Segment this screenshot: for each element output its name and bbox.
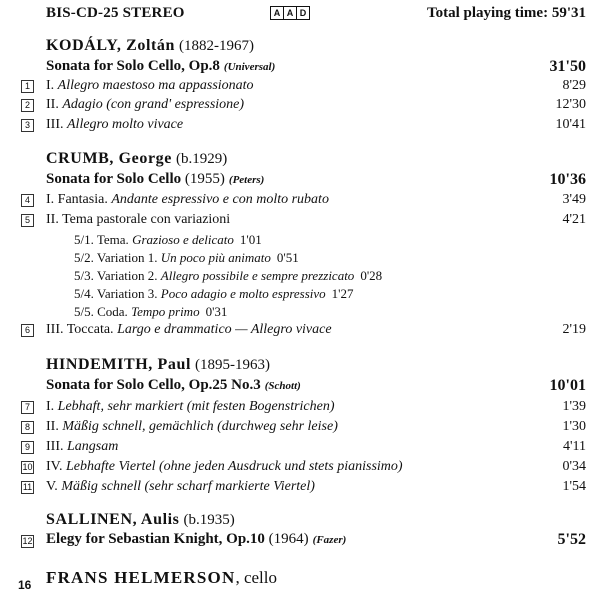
- track-number-box: 4: [21, 194, 34, 207]
- movement-line: [46, 97, 244, 113]
- movement-line: [46, 439, 118, 455]
- movement-line: [46, 212, 230, 228]
- movement-numeral: II.: [46, 97, 59, 112]
- tempo-marking: Grazioso e delicato: [132, 232, 234, 247]
- aad-letter: A: [284, 7, 297, 19]
- composer-heading-crumb: [46, 150, 227, 168]
- movement-numeral: III.: [46, 117, 64, 132]
- variation-line: [74, 304, 227, 320]
- composer-dates: (b.1935): [183, 512, 235, 528]
- variation-label: 5/3. Variation 2.: [74, 268, 158, 283]
- tempo-marking: Langsam: [67, 439, 119, 454]
- movement-numeral: I.: [46, 399, 55, 414]
- publisher: (Schott): [264, 380, 301, 392]
- work-total-time: 10'36: [549, 171, 586, 188]
- tempo-marking: Lebhafte Viertel (ohne jeden Ausdruck und stets pianissimo): [65, 459, 403, 474]
- track-duration: 0'34: [562, 459, 586, 474]
- variation-duration: 0'31: [205, 304, 228, 319]
- variation-label: 5/5. Coda.: [74, 304, 128, 319]
- tempo-marking: Allegro possibile e sempre prezzicato: [160, 268, 355, 283]
- track-duration: 3'49: [562, 192, 586, 207]
- work-total-time: 10'01: [549, 377, 586, 394]
- movement-line: [46, 459, 403, 475]
- composer-dates: (b.1929): [176, 151, 228, 167]
- movement-line: [46, 192, 329, 208]
- movement-line: [46, 419, 338, 435]
- track-number-box: 7: [21, 401, 34, 414]
- track-number-box: 3: [21, 119, 34, 132]
- track-number-box: 10: [22, 462, 33, 472]
- tempo-marking: Poco adagio e molto espressivo: [160, 286, 326, 301]
- variation-duration: 1'01: [239, 232, 262, 247]
- work-year: (1964): [268, 531, 309, 547]
- composer-dates: (1895-1963): [195, 357, 271, 373]
- tempo-marking: Lebhaft, sehr markiert (mit festen Bogenstrichen): [57, 399, 335, 414]
- work-title-sallinen: [46, 531, 346, 548]
- catalog-number: BIS-CD-25 STEREO: [46, 5, 185, 21]
- movement-line: [46, 117, 183, 133]
- track-number-box: 6: [21, 324, 34, 337]
- work-title-kodaly: [46, 58, 275, 75]
- movement-numeral: III.: [46, 439, 64, 454]
- movement-line: [46, 78, 254, 94]
- track-duration: 10'41: [555, 117, 586, 132]
- tempo-marking: Allegro maestoso ma appassionato: [57, 78, 254, 93]
- movement-numeral: I. Fantasia.: [46, 192, 108, 207]
- tempo-marking: Mäßig schnell, gemächlich (durchweg sehr leise): [62, 419, 338, 434]
- variation-line: [74, 268, 382, 284]
- variation-label: 5/2. Variation 1.: [74, 250, 158, 265]
- variation-line: [74, 250, 299, 266]
- work-total-time: 31'50: [549, 58, 586, 75]
- variation-duration: 0'28: [360, 268, 383, 283]
- work-title-hindemith: [46, 377, 301, 394]
- work-title: Sonata for Solo Cello, Op.25 No.3: [46, 377, 261, 393]
- performer-instrument: , cello: [235, 568, 277, 587]
- track-duration: 4'21: [562, 212, 586, 227]
- composer-name: SALLINEN, Aulis: [46, 511, 180, 528]
- composer-name: CRUMB, George: [46, 150, 172, 167]
- performer-credit: [46, 568, 277, 588]
- movement-line: [46, 479, 315, 495]
- tempo-marking: Mäßig schnell (sehr scharf markierte Viertel): [61, 479, 315, 494]
- variation-duration: 0'51: [276, 250, 299, 265]
- work-title: Sonata for Solo Cello, Op.8: [46, 58, 220, 74]
- track-duration: 12'30: [555, 97, 586, 112]
- performer-name: FRANS HELMERSON: [46, 568, 236, 587]
- movement-numeral: IV.: [46, 459, 63, 474]
- work-title-crumb: [46, 171, 264, 188]
- track-duration: 2'19: [562, 322, 586, 337]
- total-playing-time: Total playing time: 59'31: [426, 5, 586, 21]
- tempo-marking: Un poco più animato: [160, 250, 271, 265]
- track-duration: 8'29: [562, 78, 586, 93]
- aad-code-badge: [270, 6, 310, 20]
- composer-heading-sallinen: [46, 511, 235, 529]
- tempo-marking: Tempo primo: [131, 304, 200, 319]
- publisher: (Peters): [228, 174, 265, 186]
- track-number-box: 1: [21, 80, 34, 93]
- tempo-marking: Largo e drammatico — Allegro vivace: [117, 322, 332, 337]
- track-number-box: 8: [21, 421, 34, 434]
- work-title: Elegy for Sebastian Knight, Op.10: [46, 531, 265, 547]
- movement-numeral: III. Toccata.: [46, 322, 114, 337]
- aad-letter: D: [299, 8, 307, 18]
- variation-duration: 1'27: [331, 286, 354, 301]
- track-duration: 1'39: [562, 399, 586, 414]
- movement-numeral: I.: [46, 78, 55, 93]
- work-year: (1955): [184, 171, 225, 187]
- composer-heading-kodaly: [46, 37, 254, 55]
- work-total-time: 5'52: [557, 531, 586, 548]
- track-number-box: 9: [21, 441, 34, 454]
- track-number-box: 2: [21, 99, 34, 112]
- movement-line: [46, 322, 332, 338]
- publisher: (Fazer): [312, 534, 347, 546]
- tempo-marking: Adagio (con grand' espressione): [62, 97, 245, 112]
- movement-numeral: V.: [46, 479, 58, 494]
- work-title: Sonata for Solo Cello: [46, 171, 182, 187]
- tempo-marking: Andante espressivo e con molto rubato: [111, 192, 329, 207]
- track-duration: 1'54: [562, 479, 586, 494]
- publisher: (Universal): [223, 61, 276, 73]
- variation-label: 5/1. Tema.: [74, 232, 129, 247]
- track-duration: 4'11: [562, 439, 586, 454]
- composer-heading-hindemith: [46, 356, 270, 374]
- movement-numeral: II.: [46, 419, 59, 434]
- aad-letter: A: [271, 7, 284, 19]
- composer-name: KODÁLY, Zoltán: [46, 37, 176, 54]
- page-number: 16: [18, 578, 32, 592]
- variation-label: 5/4. Variation 3.: [74, 286, 158, 301]
- movement-numeral: II. Tema pastorale con variazioni: [46, 212, 231, 227]
- track-number-box: 12: [22, 536, 33, 546]
- movement-line: [46, 399, 335, 415]
- variation-line: [74, 232, 262, 248]
- variation-line: [74, 286, 354, 302]
- track-number-box: 11: [22, 482, 33, 492]
- composer-name: HINDEMITH, Paul: [46, 356, 192, 373]
- composer-dates: (1882-1967): [179, 38, 255, 54]
- track-number-box: 5: [21, 214, 34, 227]
- track-duration: 1'30: [562, 419, 586, 434]
- tempo-marking: Allegro molto vivace: [67, 117, 184, 132]
